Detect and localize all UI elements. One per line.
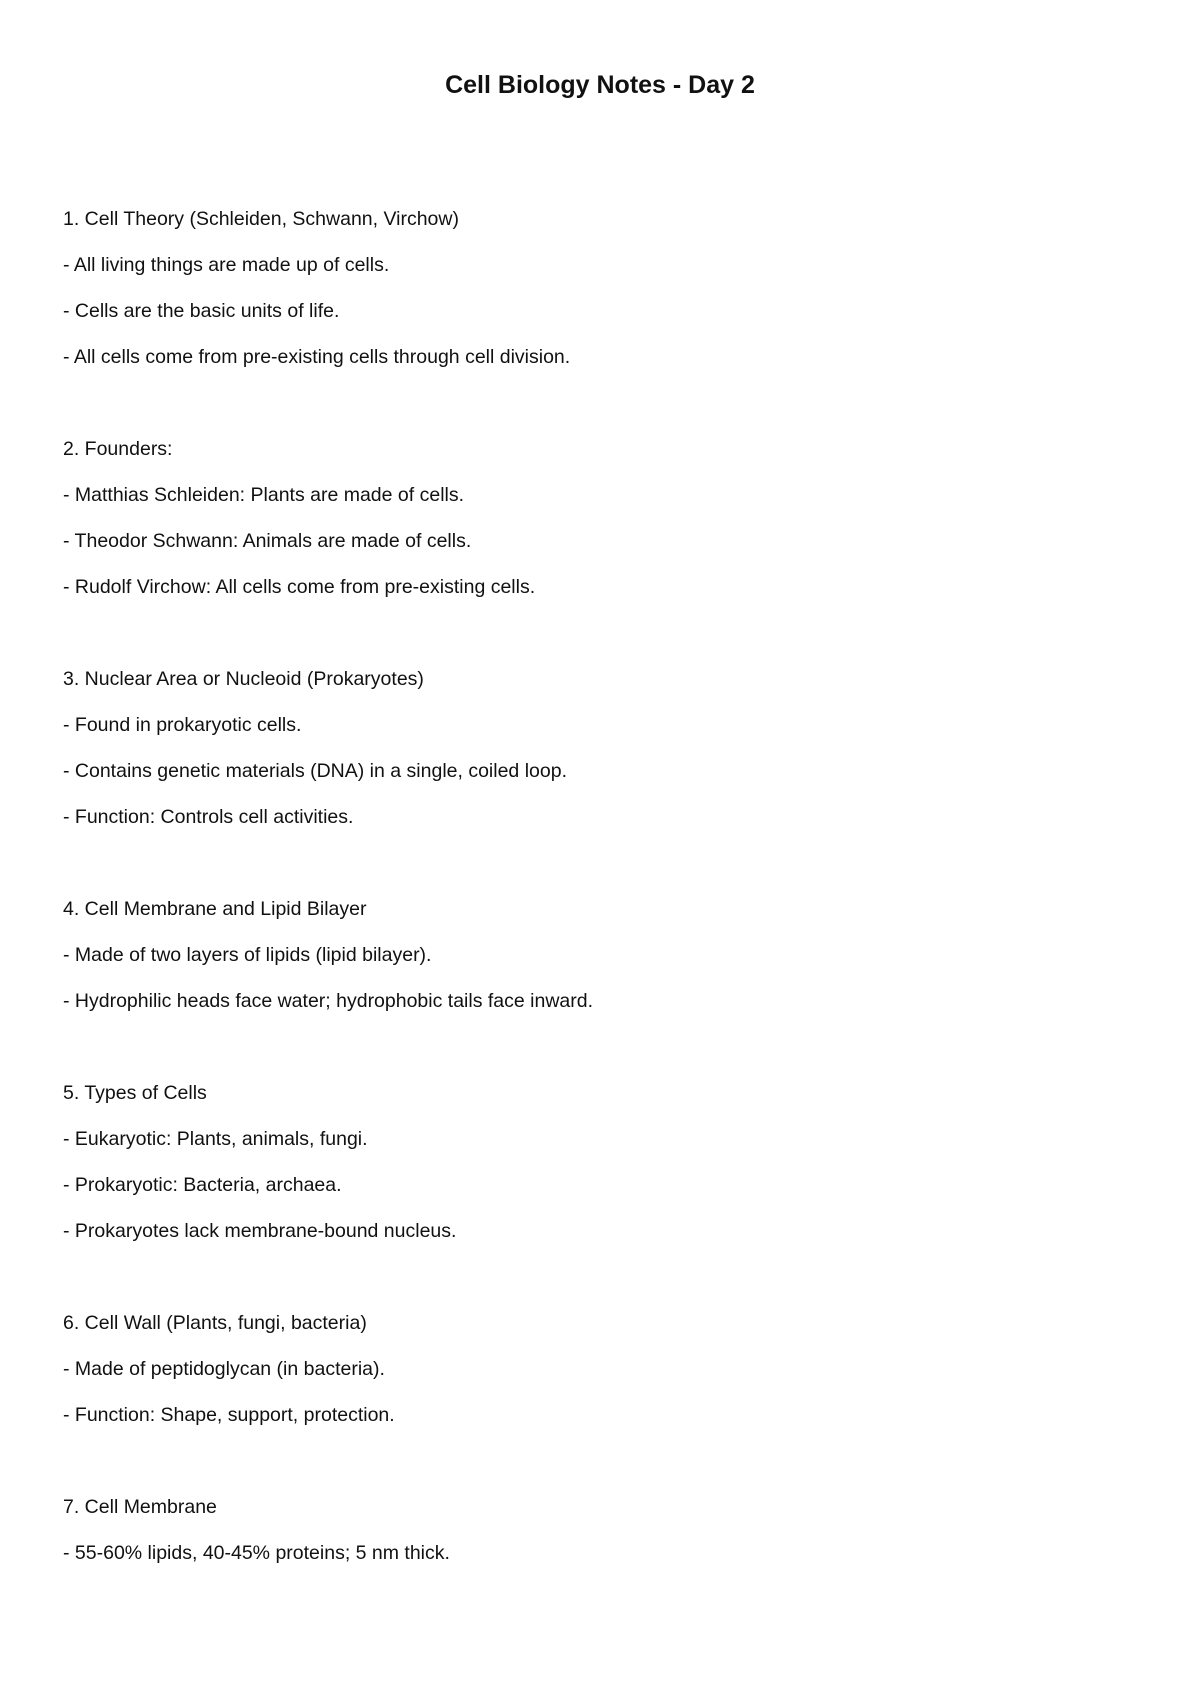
bullet-point: - Hydrophilic heads face water; hydrophobic tails face inward. [63, 990, 594, 1012]
bullet-point: - All cells come from pre-existing cells through cell division. [63, 346, 571, 368]
section-heading: 3. Nuclear Area or Nucleoid (Prokaryotes) [63, 668, 424, 690]
bullet-point: - All living things are made up of cells. [63, 254, 390, 276]
section-cell-wall [63, 1300, 1143, 1438]
section-heading: 6. Cell Wall (Plants, fungi, bacteria) [63, 1312, 367, 1334]
section-heading: 5. Types of Cells [63, 1082, 207, 1104]
section-heading: 1. Cell Theory (Schleiden, Schwann, Virchow) [63, 208, 459, 230]
section-founders [63, 426, 1143, 610]
notes-body [63, 196, 1143, 1622]
bullet-point: - 55-60% lipids, 40-45% proteins; 5 nm thick. [63, 1542, 450, 1564]
bullet-point: - Function: Controls cell activities. [63, 806, 354, 828]
bullet-point: - Found in prokaryotic cells. [63, 714, 302, 736]
bullet-point: - Matthias Schleiden: Plants are made of cells. [63, 484, 465, 506]
bullet-point: - Prokaryotes lack membrane-bound nucleus. [63, 1220, 457, 1242]
bullet-point: - Eukaryotic: Plants, animals, fungi. [63, 1128, 368, 1150]
bullet-point: - Prokaryotic: Bacteria, archaea. [63, 1174, 342, 1196]
section-lipid-bilayer [63, 886, 1143, 1024]
section-cell-theory [63, 196, 1143, 380]
section-types-of-cells [63, 1070, 1143, 1254]
bullet-point: - Contains genetic materials (DNA) in a single, coiled loop. [63, 760, 567, 782]
bullet-point: - Made of two layers of lipids (lipid bilayer). [63, 944, 432, 966]
section-heading: 4. Cell Membrane and Lipid Bilayer [63, 898, 367, 920]
section-nucleoid [63, 656, 1143, 840]
bullet-point: - Cells are the basic units of life. [63, 300, 340, 322]
bullet-point: - Rudolf Virchow: All cells come from pre-existing cells. [63, 576, 536, 598]
section-cell-membrane [63, 1484, 1143, 1576]
section-heading: 2. Founders: [63, 438, 173, 460]
bullet-point: - Theodor Schwann: Animals are made of cells. [63, 530, 472, 552]
bullet-point: - Function: Shape, support, protection. [63, 1404, 395, 1426]
section-heading: 7. Cell Membrane [63, 1496, 217, 1518]
page-title: Cell Biology Notes - Day 2 [445, 71, 755, 99]
bullet-point: - Made of peptidoglycan (in bacteria). [63, 1358, 385, 1380]
